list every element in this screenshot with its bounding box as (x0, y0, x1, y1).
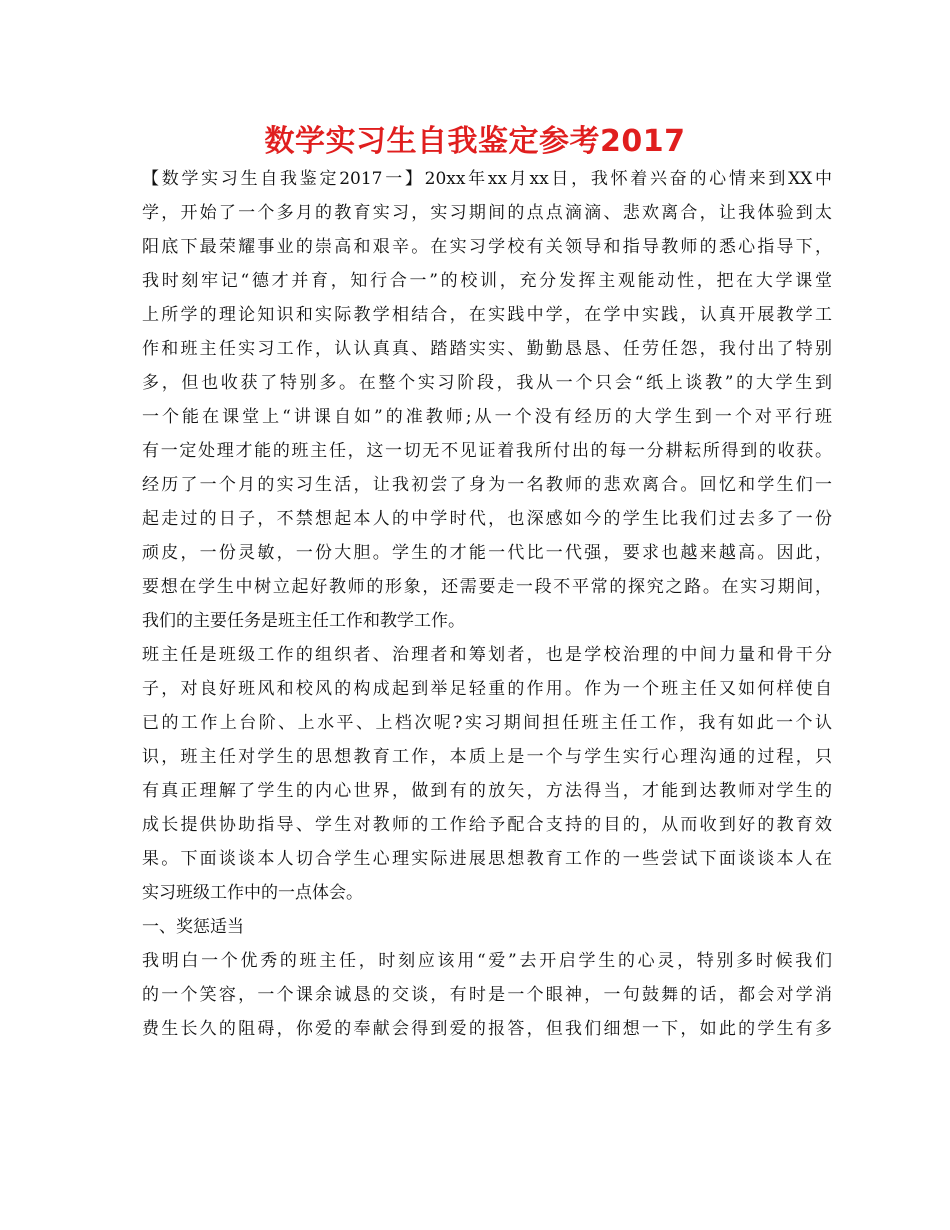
body-line: 一个能在课堂上“讲课自如”的准教师;从一个没有经历的大学生到一个对平行班 (142, 407, 832, 427)
body-line: 我时刻牢记“德才并育，知行合一”的校训，充分发挥主观能动性，把在大学课堂 (142, 271, 832, 291)
body-line: 识，班主任对学生的思想教育工作，本质上是一个与学生实行心理沟通的过程，只 (142, 747, 832, 767)
body-line: 【数学实习生自我鉴定2017一】20xx年xx月xx日，我怀着兴奋的心情来到XX中 (142, 169, 832, 189)
body-line: 我们的主要任务是班主任工作和教学工作。 (142, 611, 465, 631)
body-line: 果。下面谈谈本人切合学生心理实际进展思想教育工作的一些尝试下面谈谈本人在 (142, 849, 832, 869)
body-line: 要想在学生中树立起好教师的形象，还需要走一段不平常的探究之路。在实习期间， (142, 577, 832, 597)
body-line: 子，对良好班风和校风的构成起到举足轻重的作用。作为一个班主任又如何样使自 (142, 679, 832, 699)
body-line: 实习班级工作中的一点体会。 (142, 883, 363, 903)
body-line: 有一定处理才能的班主任，这一切无不见证着我所付出的每一分耕耘所得到的收获。 (142, 441, 832, 461)
document-title: 数学实习生自我鉴定参考2017 (264, 124, 686, 159)
body-line: 学，开始了一个多月的教育实习，实习期间的点点滴滴、悲欢离合，让我体验到太 (142, 203, 832, 223)
body-line: 多，但也收获了特别多。在整个实习阶段，我从一个只会“纸上谈教”的大学生到 (142, 373, 832, 393)
body-line: 有真正理解了学生的内心世界，做到有的放矢，方法得当，才能到达教师对学生的 (142, 781, 832, 801)
body-line: 的一个笑容，一个课余诚恳的交谈，有时是一个眼神，一句鼓舞的话，都会对学消 (142, 985, 832, 1005)
body-line: 顽皮，一份灵敏，一份大胆。学生的才能一代比一代强，要求也越来越高。因此， (142, 543, 832, 563)
body-line: 起走过的日子，不禁想起本人的中学时代，也深感如今的学生比我们过去多了一份 (142, 509, 832, 529)
body-line: 班主任是班级工作的组织者、治理者和筹划者，也是学校治理的中间力量和骨干分 (142, 645, 832, 665)
body-line: 上所学的理论知识和实际教学相结合，在实践中学，在学中实践，认真开展教学工 (142, 305, 832, 325)
body-line: 作和班主任实习工作，认认真真、踏踏实实、勤勤恳恳、任劳任怨，我付出了特别 (142, 339, 832, 359)
body-line: 费生长久的阻碍，你爱的奉献会得到爱的报答，但我们细想一下，如此的学生有多 (142, 1019, 832, 1039)
document-body (142, 162, 832, 1046)
body-line: 已的工作上台阶、上水平、上档次呢?实习期间担任班主任工作，我有如此一个认 (142, 713, 832, 733)
body-line: 一、奖惩适当 (142, 917, 244, 937)
body-line: 成长提供协助指导、学生对教师的工作给予配合支持的目的，从而收到好的教育效 (142, 815, 832, 835)
body-line: 经历了一个月的实习生活，让我初尝了身为一名教师的悲欢离合。回忆和学生们一 (142, 475, 832, 495)
body-line: 阳底下最荣耀事业的崇高和艰辛。在实习学校有关领导和指导教师的悉心指导下， (142, 237, 832, 257)
body-line: 我明白一个优秀的班主任，时刻应该用“爱”去开启学生的心灵，特别多时候我们 (142, 951, 832, 971)
